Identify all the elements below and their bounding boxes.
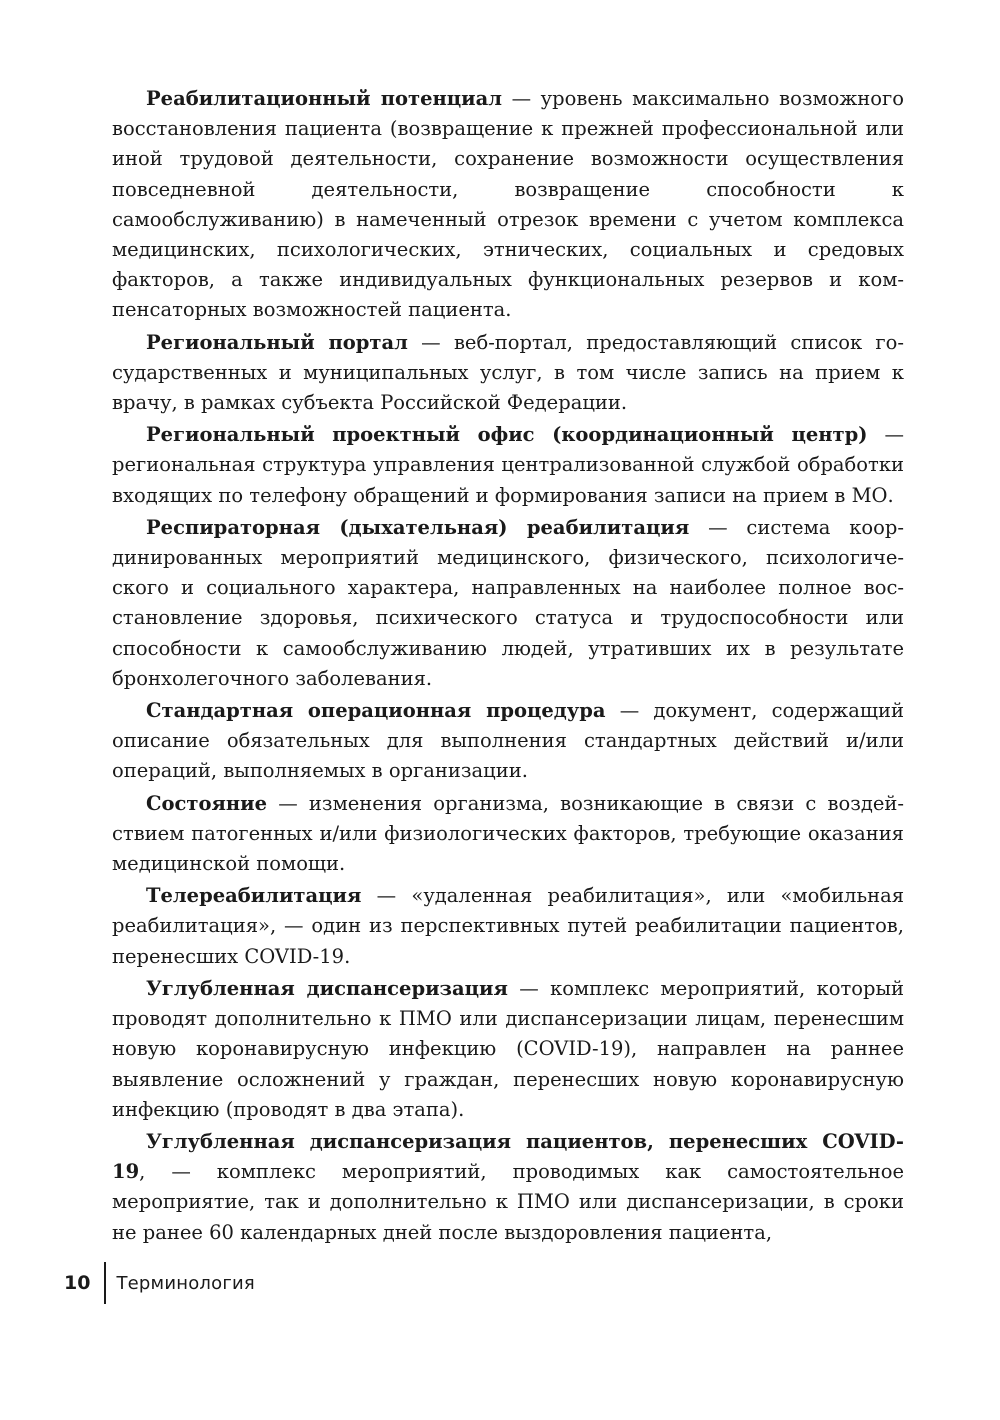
glossary-definition: — изменения организма, возникающие в связи с воздействием патогенных и/или физиологических факторов, требующие оказания медицинской помощи.	[112, 791, 904, 876]
glossary-text	[112, 84, 904, 1250]
glossary-entry-condition	[112, 789, 904, 880]
glossary-entry-in-depth-screening-covid	[112, 1127, 904, 1248]
glossary-definition: — документ, содержащий описание обязательных для выполнения стандартных действий и/или операций, выполняемых в организации.	[112, 699, 904, 783]
page-number: 10	[64, 1272, 91, 1294]
glossary-definition: — комплекс мероприятий, который проводят дополнительно к ПМО или диспансеризации лицам, перенесшим новую коронавирусную инфекцию (COVID-19), направлен на раннее выявление осложнений у граждан, перенесших новую коронавирусную инфекцию (проводят в два этапа).	[112, 976, 904, 1121]
glossary-entry-respiratory-rehab	[112, 513, 904, 694]
glossary-term: Углубленная диспансеризация	[146, 976, 508, 1000]
glossary-term: Реабилитационный потенциал	[146, 87, 503, 110]
glossary-term: Стандартная операционная процедура	[146, 699, 606, 723]
glossary-term: Состояние	[146, 791, 268, 815]
glossary-entry-regional-portal	[112, 328, 904, 419]
glossary-definition: — система координированных мероприятий медицинского, физического, психологического и социального характера, направленных на наиболее полное восстановление здоровья, психического статуса и трудоспособности или способности к самообслуживанию людей, утративших их в результате бронхолегочного заболевания.	[112, 515, 904, 690]
glossary-term: Региональный проектный офис (координационный центр)	[146, 423, 868, 447]
glossary-term: Телереабилитация	[146, 884, 362, 908]
glossary-definition: — уровень максимально возможного восстановления пациента (возвращение к прежней профессиональной или иной трудовой деятельности, сохранение возможности осуществления повседневной деятельности, возвращение способности к самообслуживанию) в намеченный отрезок времени с учетом комплекса медицинских, психологических, этнических, социальных и средовых факторов, а также индивидуальных функциональных резервов и компенсаторных возможностей пациента.	[112, 87, 905, 322]
glossary-entry-in-depth-screening	[112, 974, 904, 1125]
glossary-definition: — региональная структура управления централизованной службой обработки входящих по телефону обращений и формирования записи на прием в МО.	[112, 423, 904, 507]
glossary-definition: — «удаленная реабилитация», или «мобильная реабилитация», — один из перспективных путей реабилитации пациентов, перенесших COVID-19.	[112, 884, 904, 968]
glossary-definition: — веб-портал, предоставляющий список государственных и муниципальных услуг, в том числе запись на прием к врачу, в рамках субъекта Российской Федерации.	[112, 330, 904, 415]
glossary-entry-rehab-potential	[112, 84, 904, 326]
glossary-entry-telerehab	[112, 881, 904, 972]
page-footer	[64, 1262, 255, 1304]
glossary-definition: , — комплекс мероприятий, проводимых как самостоятельное мероприятие, так и дополнительно к ПМО или диспансеризации, в сроки не ранее 60 календарных дней после выздоровления пациента,	[112, 1160, 904, 1244]
footer-divider	[104, 1262, 106, 1304]
glossary-term: Респираторная (дыхательная) реабилитация	[146, 515, 690, 539]
glossary-term: Углубленная диспансеризация пациентов, перенесших COVID-19	[112, 1129, 904, 1184]
running-section-title: Терминология	[116, 1272, 255, 1294]
glossary-entry-sop	[112, 696, 904, 787]
glossary-entry-regional-project-office	[112, 420, 904, 511]
glossary-term: Региональный портал	[146, 330, 408, 354]
